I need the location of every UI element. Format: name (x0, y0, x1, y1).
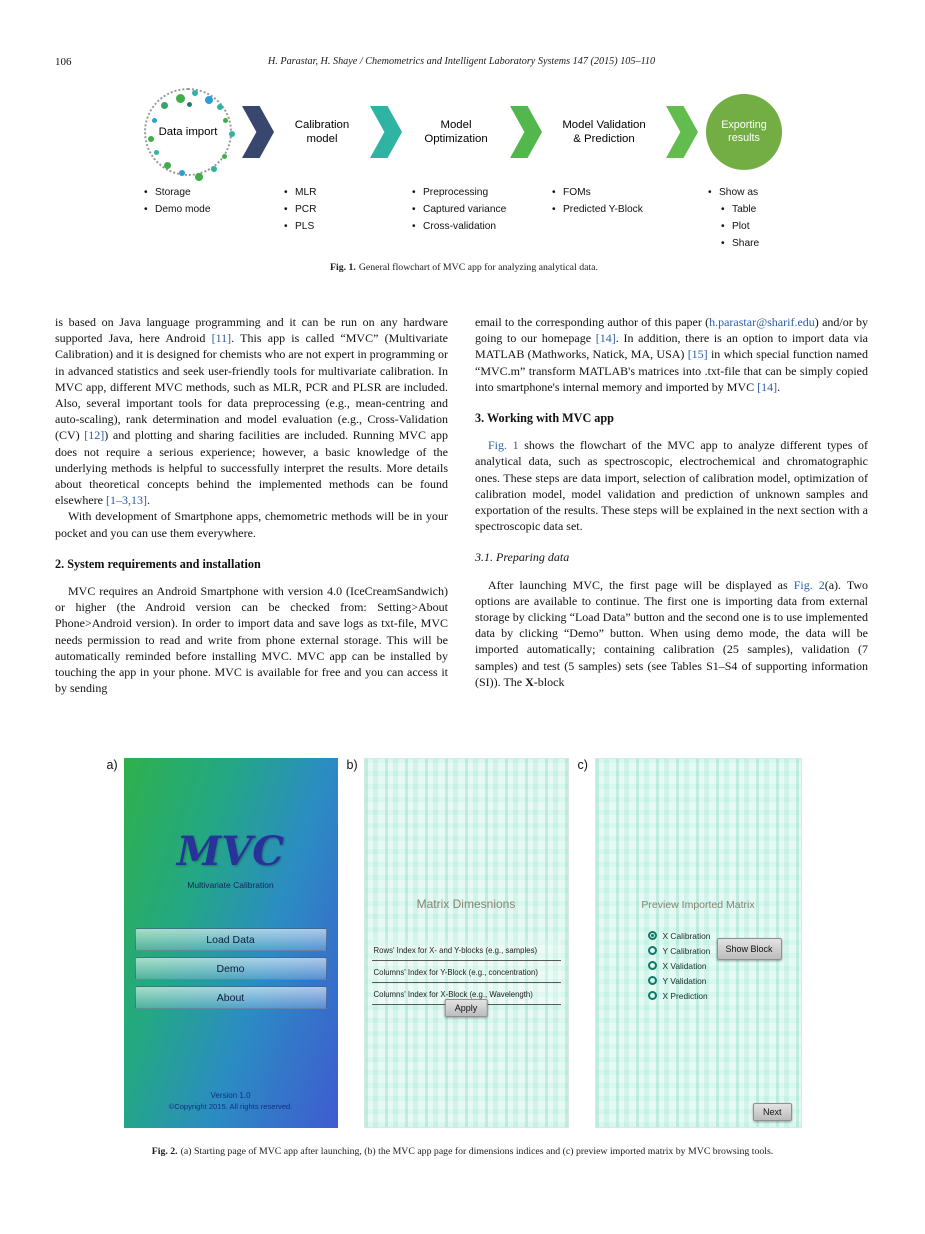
flow-arrow-icon (666, 106, 698, 158)
text-run: in which special function named “MVC.m” transform MATLAB's matrices into .txt-file that can be simply copied into smartphone's internal memory and imported by MVC (475, 347, 869, 394)
flowchart (134, 86, 794, 252)
dimension-field: Rows' Index for X- and Y-blocks (e.g., samples) (372, 940, 561, 961)
figure-2-panels (0, 758, 925, 1128)
matrix-dimensions-title: Matrix Dimesnions (416, 897, 516, 911)
reference-link[interactable]: [12] (84, 428, 105, 443)
stage-bullets (542, 184, 643, 218)
text-run: MVC requires an Android Smartphone with version 4.0 (IceCreamSandwich) or higher (the Android version can be checked from: Setting>About Phone>Android version). In order to import data and save logs as txt-file, MVC needs permission to read and write from phone external storage. This will be automatically reminded before installing MVC. MVC app can be installed by touching the app in your phone. MVC is available for free and you can access it by sending (55, 584, 448, 696)
figure-2-caption (0, 1146, 925, 1157)
radio-icon (648, 976, 657, 985)
apply-button: Apply (445, 999, 488, 1017)
bullet-item: • Show as (708, 184, 759, 201)
scatter-dot-icon (222, 154, 227, 159)
radio-label: Y Validation (662, 975, 707, 986)
data-import-dots-icon (144, 88, 232, 176)
phone-screenshot-b (364, 758, 569, 1128)
next-button: Next (753, 1103, 792, 1121)
scatter-dot-icon (223, 118, 228, 123)
radio-icon (648, 991, 657, 1000)
stage-bullets (698, 184, 759, 252)
dimension-fields (372, 940, 561, 1006)
figure-2-caption-label: Fig. 2. (151, 1146, 178, 1157)
radio-option (648, 973, 711, 988)
radio-icon (648, 931, 657, 940)
text-run: . This app is called “MVC” (Multivariate Calibration) and it is designed for chemists who are not expert in programming or in advanced statistics and seek user-friendly tools for multivariate calibration. In MVC app, different MVC methods, such as MLR, PCR and PLSR are included. Also, several important tools for data preprocessing (e.g., mean-centring and auto-scaling), rank determination and model evaluation (e.g., Cross-Validation (CV) (55, 331, 448, 443)
mvc-subtitle: Multivariate Calibration (187, 880, 274, 890)
radio-option (648, 988, 711, 1003)
text-run: 3. Working with MVC app (475, 411, 614, 426)
dimension-field: Columns' Index for X-Block (e.g., Wavelength) (372, 984, 561, 1005)
preview-matrix-title: Preview Imported Matrix (641, 899, 755, 911)
bullet-item: • MLR (284, 184, 317, 201)
figure-1-caption (74, 262, 854, 273)
text-run: ) and/or by going to our homepage (475, 315, 868, 346)
radio-icon (648, 961, 657, 970)
text-run: 2. System requirements and installation (55, 556, 261, 571)
scatter-dot-icon (192, 90, 198, 96)
stage-bullets (274, 184, 317, 235)
page-number: 106 (55, 56, 72, 68)
bullet-item: • Demo mode (144, 201, 211, 218)
panel-b (346, 758, 569, 1128)
bullet-item: • FOMs (552, 184, 643, 201)
scatter-dot-icon (148, 136, 154, 142)
bullet-item: • PCR (284, 201, 317, 218)
article-body (55, 314, 869, 696)
paragraph (55, 314, 448, 508)
figure-1-caption-label: Fig. 1. (330, 262, 356, 273)
figure-2 (0, 758, 925, 1157)
running-header (55, 56, 868, 72)
radio-option (648, 943, 711, 958)
version-text: Version 1.0 (210, 1091, 251, 1100)
dimension-field: Columns' Index for Y-Block (e.g., concentration) (372, 962, 561, 983)
flow-stage-5 (698, 86, 790, 252)
text-run: ) and plotting and sharing facilities are included. Running MVC app does not require a serious experience; however, a basic knowledge of the underlying methods is helpful to successfully interpret the results. More details about theoretical concepts behind the implemented methods can be found elsewhere (55, 428, 448, 508)
text-run: -block (533, 674, 565, 689)
load-data-button: Load Data (135, 928, 327, 951)
panel-a (106, 758, 338, 1128)
flow-stage-2 (274, 86, 370, 235)
matrix-options (648, 928, 711, 1003)
text-run: . (777, 379, 781, 394)
flow-arrow-icon (242, 106, 274, 158)
phone-a-buttons (135, 928, 327, 1015)
text-run: email to the corresponding author of this paper ( (475, 315, 710, 329)
scatter-dot-icon (187, 102, 192, 107)
phone-screenshot-a (124, 758, 338, 1128)
scatter-dot-icon (205, 96, 213, 104)
paragraph (475, 437, 868, 534)
scatter-dot-icon (154, 150, 159, 155)
radio-label: Y Calibration (662, 945, 711, 956)
reference-link[interactable]: h.parastar@sharif.edu (709, 315, 815, 329)
subsection-heading (475, 549, 868, 565)
flow-arrow-icon (370, 106, 402, 158)
reference-link[interactable]: Fig. 1 (488, 438, 519, 453)
scatter-dot-icon (176, 94, 185, 103)
bullet-item: • Storage (144, 184, 211, 201)
panel-a-label: a) (106, 758, 118, 772)
text-run: . In addition, there is an option to import data via MATLAB (Mathworks, Natick, MA, USA) (475, 331, 868, 362)
flow-stage-4 (542, 86, 666, 218)
text-run: shows the flowchart of the MVC app to analyze different types of analytical data, such as spectroscopic, electrochemical and chromatographic ones. These steps are data import, selection of calibration model, optimization of calibration model, model validation and prediction of unknown samples and exportation of the results. These steps will be explained in the next section with a spectroscopic data set. (475, 438, 869, 534)
scatter-dot-icon (179, 170, 185, 176)
mvc-logo: MVC (176, 828, 285, 875)
text-run: . (146, 493, 150, 508)
paragraph (55, 508, 448, 540)
reference-link[interactable]: Fig. 2 (793, 577, 825, 592)
text-run: is based on Java language programming and it can be run on any hardware supported Java, here Android (55, 315, 448, 346)
paragraph (475, 314, 868, 395)
about-button: About (135, 986, 327, 1009)
reference-link[interactable]: [15] (687, 347, 708, 362)
bullet-item: • Preprocessing (412, 184, 506, 201)
text-run: 3.1. Preparing data (475, 550, 570, 565)
exporting-results-circle (706, 94, 782, 170)
scatter-dot-icon (211, 166, 217, 172)
text-run: (a). Two options are available to continue. The first one is importing data from external storage by clicking “Load Data” button and the second one is to use implemented data by clicking “Demo” button. When using demo mode, the data will be imported automatically; containing calibration (25 samples), validation (7 samples) and test (5 samples) sets (see Tables S1–S4 of supporting information (SI)). The (475, 577, 869, 689)
text-run: After launching MVC, the first page will be displayed as (488, 577, 794, 592)
bullet-item: • Plot (721, 218, 759, 235)
scatter-dot-icon (229, 131, 235, 137)
stage-head (134, 86, 242, 178)
show-block-button: Show Block (717, 938, 782, 960)
copyright-text: ©Copyright 2015. All rights reserved. (168, 1102, 293, 1111)
panel-c (577, 758, 802, 1128)
stage-head (542, 86, 666, 178)
column-right (475, 314, 868, 696)
reference-link[interactable]: [14] (757, 379, 778, 394)
bullet-item: • Share (721, 235, 759, 252)
stage-bullets (402, 184, 506, 235)
stage-title: Model Validation & Prediction (562, 118, 646, 145)
text-run: With development of Smartphone apps, chemometric methods will be in your pocket and you can use them everywhere. (55, 509, 448, 540)
text-run: X (525, 674, 534, 689)
scatter-dot-icon (164, 162, 171, 169)
scatter-dot-icon (152, 118, 157, 123)
section-heading (55, 556, 448, 572)
radio-label: X Prediction (662, 990, 708, 1001)
flow-stage-1 (134, 86, 242, 218)
stage-title: Model Optimization (424, 118, 488, 145)
stage-title: Data import (158, 125, 218, 138)
flow-arrow-icon (510, 106, 542, 158)
stage-head (402, 86, 510, 178)
section-heading (475, 410, 868, 426)
panel-b-label: b) (346, 758, 358, 772)
scatter-dot-icon (161, 102, 168, 109)
figure-1 (134, 86, 794, 273)
demo-button: Demo (135, 957, 327, 980)
reference-link[interactable]: [11] (211, 331, 232, 346)
bullet-item: • Cross-validation (412, 218, 506, 235)
running-head: H. Parastar, H. Shaye / Chemometrics and Intelligent Laboratory Systems 147 (2015) 105–110 (267, 56, 656, 67)
bullet-item: • PLS (284, 218, 317, 235)
stage-title: Exporting results (721, 118, 767, 144)
panel-c-label: c) (577, 758, 588, 772)
reference-link[interactable]: [14] (595, 331, 616, 346)
stage-head (274, 86, 370, 178)
flow-stage-3 (402, 86, 510, 235)
reference-link[interactable]: [1–3,13] (105, 493, 147, 508)
scatter-dot-icon (217, 104, 223, 110)
radio-option (648, 958, 711, 973)
radio-label: X Validation (662, 960, 707, 971)
figure-2-caption-text: (a) Starting page of MVC app after launching, (b) the MVC app page for dimensions indices and (c) preview imported matrix by MVC browsing tools. (180, 1146, 774, 1157)
scatter-dot-icon (195, 173, 203, 181)
column-left (55, 314, 448, 696)
radio-option (648, 928, 711, 943)
bullet-item: • Captured variance (412, 201, 506, 218)
bullet-item: • Predicted Y-Block (552, 201, 643, 218)
stage-bullets (134, 184, 211, 218)
radio-label: X Calibration (662, 930, 711, 941)
phone-screenshot-c (595, 758, 802, 1128)
stage-title: Calibration model (294, 118, 350, 145)
paragraph (475, 577, 868, 690)
paragraph (55, 583, 448, 696)
bullet-item: • Table (721, 201, 759, 218)
stage-head (698, 86, 790, 178)
figure-1-caption-text: General flowchart of MVC app for analyzing analytical data. (358, 262, 598, 273)
radio-icon (648, 946, 657, 955)
